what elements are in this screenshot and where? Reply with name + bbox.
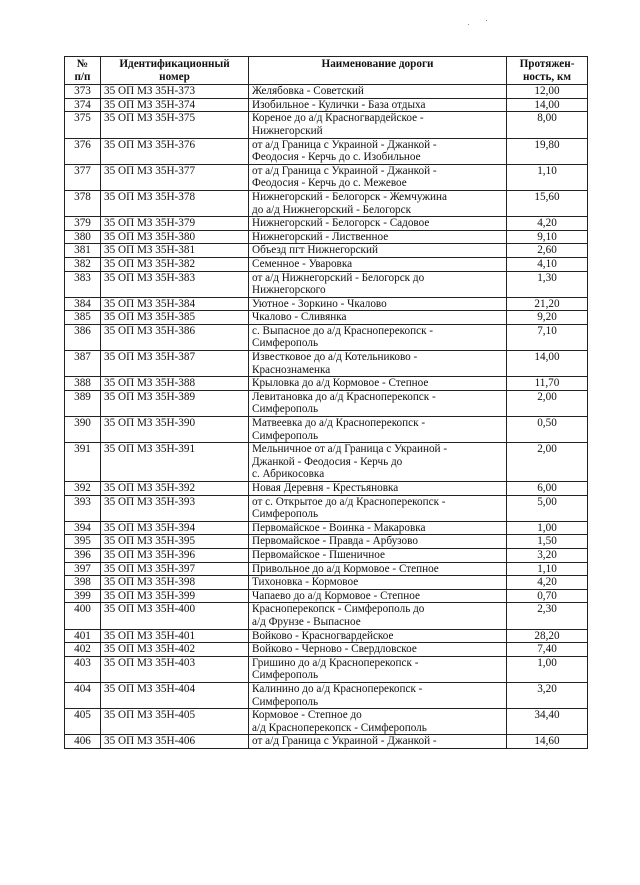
row-number: 405 <box>65 709 101 735</box>
table-row <box>65 603 588 629</box>
road-length: 28,20 <box>507 629 588 643</box>
road-name: Кореное до а/д Красногвардейское - Нижнегорский <box>249 112 507 138</box>
road-length: 15,60 <box>507 190 588 216</box>
road-name: Уютное - Зоркино - Чкалово <box>249 297 507 311</box>
row-number: 378 <box>65 190 101 216</box>
road-length: 0,70 <box>507 589 588 603</box>
row-number: 402 <box>65 643 101 657</box>
road-name: от с. Открытое до а/д Красноперекопск - Симферополь <box>249 495 507 521</box>
table-row <box>65 548 588 562</box>
table-row <box>65 643 588 657</box>
road-name: Мельничное от а/д Граница с Украиной - Джанкой - Феодосия - Керчь до с. Абрикосовка <box>249 443 507 482</box>
road-length: 34,40 <box>507 709 588 735</box>
road-length: 6,00 <box>507 482 588 496</box>
table-row <box>65 576 588 590</box>
row-number: 385 <box>65 311 101 325</box>
road-name: Нижнегорский - Белогорск - Садовое <box>249 217 507 231</box>
road-name: Первомайское - Воинка - Макаровка <box>249 521 507 535</box>
road-name: Первомайское - Правда - Арбузово <box>249 535 507 549</box>
row-number: 392 <box>65 482 101 496</box>
road-name: от а/д Граница с Украиной - Джанкой - Феодосия - Керчь до с. Межевое <box>249 164 507 190</box>
row-number: 406 <box>65 735 101 749</box>
road-name: Нижнегорский - Белогорск - Жемчужина до а/д Нижнегорский - Белогорск <box>249 190 507 216</box>
road-id: 35 ОП МЗ 35Н-373 <box>101 85 249 99</box>
road-name: Желябовка - Советский <box>249 85 507 99</box>
road-id: 35 ОП МЗ 35Н-390 <box>101 417 249 443</box>
table-body <box>65 85 588 749</box>
table-row <box>65 244 588 258</box>
road-id: 35 ОП МЗ 35Н-396 <box>101 548 249 562</box>
row-number: 397 <box>65 562 101 576</box>
road-name: Новая Деревня - Крестьяновка <box>249 482 507 496</box>
road-id: 35 ОП МЗ 35Н-374 <box>101 98 249 112</box>
road-name: Гришино до а/д Красноперекопск - Симферополь <box>249 656 507 682</box>
table-row <box>65 735 588 749</box>
road-id: 35 ОП МЗ 35Н-391 <box>101 443 249 482</box>
table-row <box>65 311 588 325</box>
road-length: 12,00 <box>507 85 588 99</box>
road-length: 1,50 <box>507 535 588 549</box>
table-row <box>65 589 588 603</box>
road-length: 7,40 <box>507 643 588 657</box>
row-number: 394 <box>65 521 101 535</box>
road-id: 35 ОП МЗ 35Н-405 <box>101 709 249 735</box>
road-id: 35 ОП МЗ 35Н-395 <box>101 535 249 549</box>
road-length: 8,00 <box>507 112 588 138</box>
table-row <box>65 230 588 244</box>
road-name: Семенное - Уваровка <box>249 257 507 271</box>
table-row <box>65 443 588 482</box>
road-name: Войково - Красногвардейское <box>249 629 507 643</box>
road-length: 14,00 <box>507 98 588 112</box>
road-name: Красноперекопск - Симферополь до а/д Фрунзе - Выпасное <box>249 603 507 629</box>
road-length: 1,00 <box>507 521 588 535</box>
road-id: 35 ОП МЗ 35Н-375 <box>101 112 249 138</box>
table-row <box>65 297 588 311</box>
road-name: Матвеевка до а/д Красноперекопск - Симферополь <box>249 417 507 443</box>
table-row <box>65 482 588 496</box>
row-number: 379 <box>65 217 101 231</box>
road-id: 35 ОП МЗ 35Н-393 <box>101 495 249 521</box>
road-id: 35 ОП МЗ 35Н-389 <box>101 390 249 416</box>
road-length: 4,20 <box>507 217 588 231</box>
row-number: 387 <box>65 351 101 377</box>
road-name: Тихоновка - Кормовое <box>249 576 507 590</box>
row-number: 401 <box>65 629 101 643</box>
road-name: Чапаево до а/д Кормовое - Степное <box>249 589 507 603</box>
row-number: 382 <box>65 257 101 271</box>
road-id: 35 ОП МЗ 35Н-380 <box>101 230 249 244</box>
road-length: 5,00 <box>507 495 588 521</box>
row-number: 388 <box>65 377 101 391</box>
road-id: 35 ОП МЗ 35Н-397 <box>101 562 249 576</box>
road-name: Объезд пгт Нижнегорский <box>249 244 507 258</box>
road-length: 3,20 <box>507 548 588 562</box>
road-name: Изобильное - Кулички - База отдыха <box>249 98 507 112</box>
road-id: 35 ОП МЗ 35Н-382 <box>101 257 249 271</box>
table-row <box>65 521 588 535</box>
row-number: 403 <box>65 656 101 682</box>
table-header <box>65 57 588 85</box>
road-id: 35 ОП МЗ 35Н-406 <box>101 735 249 749</box>
road-length: 21,20 <box>507 297 588 311</box>
road-id: 35 ОП МЗ 35Н-381 <box>101 244 249 258</box>
road-name: Кормовое - Степное до а/д Красноперекопск - Симферополь <box>249 709 507 735</box>
table-row <box>65 351 588 377</box>
road-id: 35 ОП МЗ 35Н-392 <box>101 482 249 496</box>
table-row <box>65 629 588 643</box>
row-number: 373 <box>65 85 101 99</box>
road-id: 35 ОП МЗ 35Н-399 <box>101 589 249 603</box>
row-number: 398 <box>65 576 101 590</box>
road-id: 35 ОП МЗ 35Н-404 <box>101 682 249 708</box>
row-number: 399 <box>65 589 101 603</box>
road-name: Калинино до а/д Красноперекопск - Симферополь <box>249 682 507 708</box>
scan-speck <box>468 24 469 25</box>
road-id: 35 ОП МЗ 35Н-398 <box>101 576 249 590</box>
road-id: 35 ОП МЗ 35Н-386 <box>101 324 249 350</box>
row-number: 400 <box>65 603 101 629</box>
road-id: 35 ОП МЗ 35Н-384 <box>101 297 249 311</box>
row-number: 391 <box>65 443 101 482</box>
road-name: Войково - Черново - Свердловское <box>249 643 507 657</box>
row-number: 383 <box>65 271 101 297</box>
road-id: 35 ОП МЗ 35Н-387 <box>101 351 249 377</box>
road-name: Левитановка до а/д Красноперекопск - Симферополь <box>249 390 507 416</box>
table-row <box>65 417 588 443</box>
row-number: 380 <box>65 230 101 244</box>
row-number: 375 <box>65 112 101 138</box>
row-number: 396 <box>65 548 101 562</box>
road-length: 1,00 <box>507 656 588 682</box>
road-length: 0,50 <box>507 417 588 443</box>
row-number: 395 <box>65 535 101 549</box>
road-length: 2,60 <box>507 244 588 258</box>
table-row <box>65 190 588 216</box>
row-number: 386 <box>65 324 101 350</box>
road-id: 35 ОП МЗ 35Н-388 <box>101 377 249 391</box>
road-id: 35 ОП МЗ 35Н-403 <box>101 656 249 682</box>
road-length: 14,00 <box>507 351 588 377</box>
road-length: 1,10 <box>507 164 588 190</box>
row-number: 389 <box>65 390 101 416</box>
table-row <box>65 85 588 99</box>
road-id: 35 ОП МЗ 35Н-383 <box>101 271 249 297</box>
header-length: Протяжен- ность, км <box>507 57 588 85</box>
road-id: 35 ОП МЗ 35Н-402 <box>101 643 249 657</box>
road-name: Чкалово - Сливянка <box>249 311 507 325</box>
header-num: № п/п <box>65 57 101 85</box>
road-id: 35 ОП МЗ 35Н-385 <box>101 311 249 325</box>
table-row <box>65 709 588 735</box>
row-number: 384 <box>65 297 101 311</box>
table-row <box>65 217 588 231</box>
road-length: 3,20 <box>507 682 588 708</box>
table-row <box>65 257 588 271</box>
road-name: от а/д Нижнегорский - Белогорск до Нижнегорского <box>249 271 507 297</box>
row-number: 393 <box>65 495 101 521</box>
road-id: 35 ОП МЗ 35Н-378 <box>101 190 249 216</box>
table-row <box>65 377 588 391</box>
road-length: 4,10 <box>507 257 588 271</box>
road-name: от а/д Граница с Украиной - Джанкой - <box>249 735 507 749</box>
table-row <box>65 656 588 682</box>
table-row <box>65 562 588 576</box>
road-name: Крыловка до а/д Кормовое - Степное <box>249 377 507 391</box>
header-row <box>65 57 588 85</box>
row-number: 390 <box>65 417 101 443</box>
scan-speck <box>486 20 487 21</box>
road-length: 19,80 <box>507 138 588 164</box>
road-length: 1,30 <box>507 271 588 297</box>
road-id: 35 ОП МЗ 35Н-401 <box>101 629 249 643</box>
table-row <box>65 112 588 138</box>
row-number: 377 <box>65 164 101 190</box>
road-name: с. Выпасное до а/д Красноперекопск - Симферополь <box>249 324 507 350</box>
road-length: 2,30 <box>507 603 588 629</box>
row-number: 376 <box>65 138 101 164</box>
row-number: 381 <box>65 244 101 258</box>
road-id: 35 ОП МЗ 35Н-379 <box>101 217 249 231</box>
table-row <box>65 682 588 708</box>
table-row <box>65 138 588 164</box>
row-number: 404 <box>65 682 101 708</box>
table-row <box>65 164 588 190</box>
table-row <box>65 495 588 521</box>
table-row <box>65 324 588 350</box>
road-length: 2,00 <box>507 390 588 416</box>
road-id: 35 ОП МЗ 35Н-377 <box>101 164 249 190</box>
road-length: 4,20 <box>507 576 588 590</box>
header-name: Наименование дороги <box>249 57 507 85</box>
road-length: 11,70 <box>507 377 588 391</box>
row-number: 374 <box>65 98 101 112</box>
table-row <box>65 271 588 297</box>
road-length: 9,20 <box>507 311 588 325</box>
road-name: Нижнегорский - Лиственное <box>249 230 507 244</box>
road-length: 1,10 <box>507 562 588 576</box>
roads-table <box>64 56 588 749</box>
road-length: 2,00 <box>507 443 588 482</box>
road-length: 14,60 <box>507 735 588 749</box>
table-row <box>65 535 588 549</box>
table-row <box>65 98 588 112</box>
road-name: от а/д Граница с Украиной - Джанкой - Феодосия - Керчь до с. Изобильное <box>249 138 507 164</box>
road-length: 9,10 <box>507 230 588 244</box>
header-id: Идентификационный номер <box>101 57 249 85</box>
road-name: Первомайское - Пшеничное <box>249 548 507 562</box>
road-name: Известковое до а/д Котельниково - Краснознаменка <box>249 351 507 377</box>
road-id: 35 ОП МЗ 35Н-400 <box>101 603 249 629</box>
road-name: Привольное до а/д Кормовое - Степное <box>249 562 507 576</box>
road-id: 35 ОП МЗ 35Н-376 <box>101 138 249 164</box>
table-row <box>65 390 588 416</box>
road-length: 7,10 <box>507 324 588 350</box>
road-id: 35 ОП МЗ 35Н-394 <box>101 521 249 535</box>
